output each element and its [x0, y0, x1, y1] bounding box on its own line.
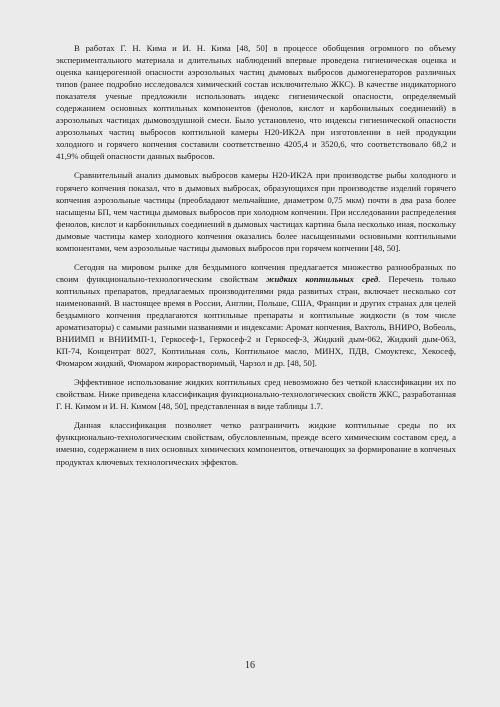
page-number: 16 — [245, 660, 255, 671]
paragraph-gap — [56, 412, 456, 419]
paragraph-liquid-smoke-market — [56, 261, 456, 369]
paragraph-text-after: . Перечень только коптильных препаратов, предлагаемых производителями ряда развитых стран, включает несколько сот наименований. В настоящее время в России, Англии, Польше, США, Франции и других странах для целей бездымного копчения предлагаются коптильные препараты и коптильные жидкости (в том числе ароматизаторы) с самыми разными названиями и индексами: Аромат копчения, Вахтоль, ВНИРО, Вобеоль, ВНИИМП и ВНИИМП-1, Геркосеф-1, Геркосеф-2 и Геркосеф-3, Жидкий дым-062, Жидкий дым-063, КП-74, Концентрат 8027, Коптильная соль, Коптильное масло, МИНХ, ПДВ, Смоуктекс, Хекосеф, Фюмаром жидкий, Фюмаром жирорастворимый, Чарзол и др. [48, 50]. — [56, 273, 456, 369]
paragraph-kim-research: В работах Г. Н. Кима и И. Н. Кима [48, 50] в процессе обобщения огромного по объему экспериментального материала и длительных наблюдений впервые проведена гигиеническая оценка и оценка канцерогенной опасности аэрозольных частиц дымовых выбросов дымогенераторов различных типов (ранее подробно исследовался химический состав исключительно ЖКС). В качестве индикаторного показателя ученые предложили использовать индекс гигиенической опасности, определяемый содержанием основных коптильных компонентов (фенолов, кислот и карбонильных соединений) в аэрозольных частицах дымовоздушной смеси. Было установлено, что индексы гигиенической опасности аэрозольных частиц выбросов коптильной камеры Н20-ИК2А при изготовлении в ней продукции холодного и горячего копчения составили соответственно 4205,4 и 3520,6, что соответствовало 68,2 и 41,9% общей опасности данных выбросов. — [56, 43, 456, 162]
paragraph-classification-purpose: Данная классификация позволяет четко разграничить жидкие коптильные среды по их функционально-технологическим свойствам, обусловленным, прежде всего химическим составом сред, а именно, содержанием в них основных химических компонентов, отвечающих за формирование в копченых продуктах ключевых технологических эффектов. — [56, 420, 456, 467]
highlighted-term: жидких коптильных сред — [266, 273, 379, 284]
paragraph-gap — [56, 369, 456, 376]
paragraph-classification-intro: Эффективное использование жидких коптильных сред невозможно без четкой классификации их по свойствам. Ниже приведена классификация функционально-технологических свойств ЖКС, разработанная Г. Н. Кимом и И. Н. Кимом [48, 50], представленная в виде таблицы 1.7. — [56, 377, 456, 412]
paragraph-text-before: Сегодня на мировом рынке для бездымного копчения предлагается множество разнообразных по своим функционально-технологическим свойствам — [56, 261, 456, 284]
paragraph-smoke-analysis: Сравнительный анализ дымовых выбросов камеры Н20-ИК2А при производстве рыбы холодного и горячего копчения показал, что в дымовых выбросах, образующихся при производстве изделий горячего копчения аэрозольные частицы (преобладают мельчайшие, диаметром 0,75 мкм) почти в два раза более насыщены БП, чем частицы дымовых выбросов при холодном копчении. При исследовании распределения фенолов, кислот и карбонильных соединений в дымовых частицах картина была несколько иная, поскольку дымовые частицы камер холодного копчения оказались более насыщенными основными коптильными компонентами, чем аэрозольные частицы дымовых выбросов при горячем копчении [48, 50]. — [56, 170, 456, 253]
paragraph-gap — [56, 254, 456, 261]
paragraph-gap — [56, 162, 456, 169]
